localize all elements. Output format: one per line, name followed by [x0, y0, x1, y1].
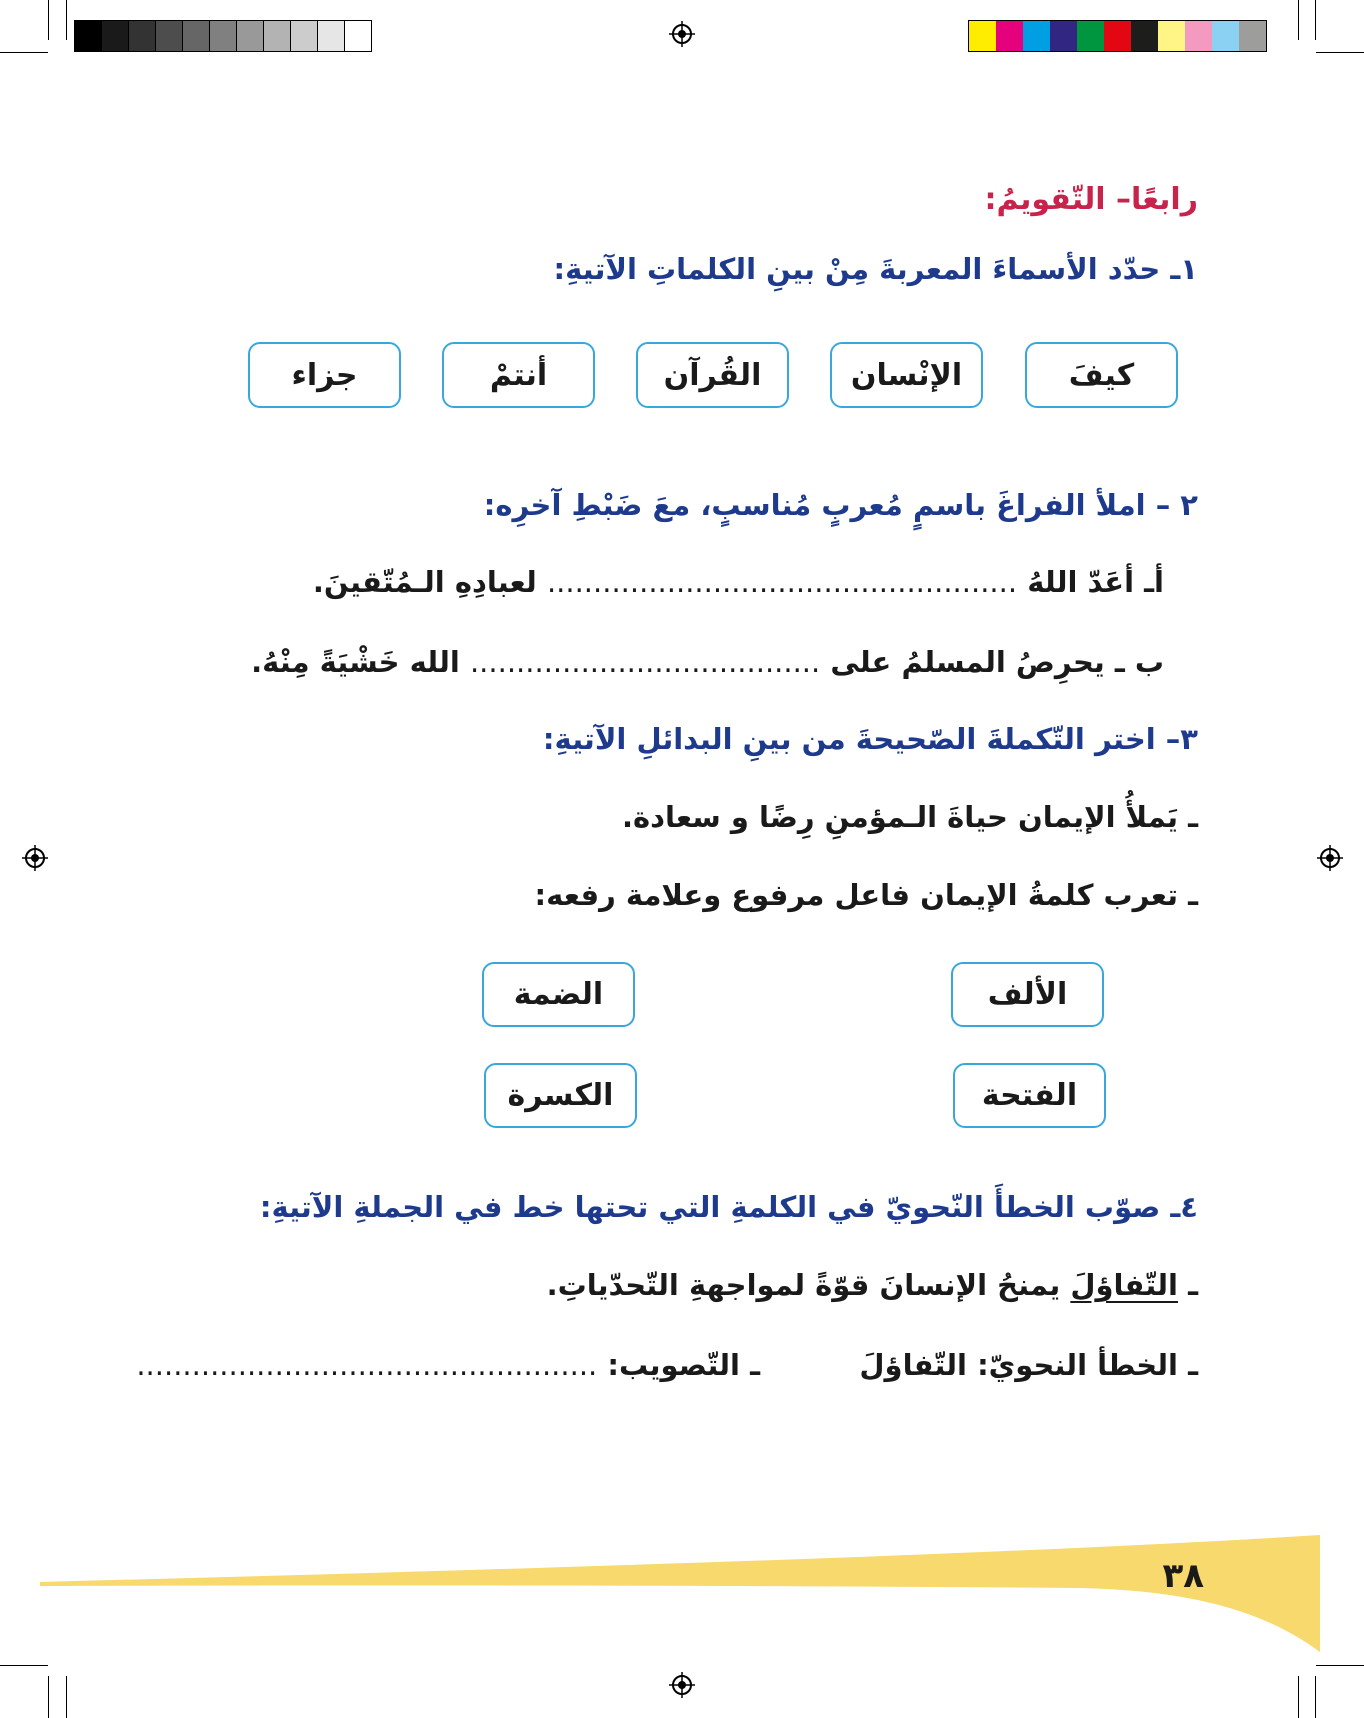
grey-swatch [210, 21, 237, 51]
question-2a-blank: ................................................... [546, 565, 1018, 599]
color-swatch [996, 21, 1023, 51]
question-2a-end: لعبادِهِ الـمُتّقينَ. [312, 565, 537, 599]
crop-mark [0, 52, 48, 53]
question-3-question: ـ تعرب كلمةُ الإيمان فاعل مرفوع وعلامة رفعه: [534, 878, 1198, 912]
question-4-sentence [547, 1268, 1198, 1302]
correction-label: ـ التّصويب: [607, 1348, 760, 1382]
word-box-5: جزاء [248, 342, 401, 408]
color-swatch [1131, 21, 1158, 51]
question-2b-end: الله خَشْيَةً مِنْهُ. [251, 645, 460, 679]
crop-mark [1315, 1676, 1316, 1718]
footer-band [0, 1530, 1364, 1660]
grey-swatch [318, 21, 345, 51]
word-box-1: كيفَ [1025, 342, 1178, 408]
crop-mark [66, 1676, 67, 1718]
crop-mark [1316, 52, 1364, 53]
grey-swatch [291, 21, 318, 51]
grey-scale-bar [74, 20, 372, 52]
color-swatch [1023, 21, 1050, 51]
color-swatch [1050, 21, 1077, 51]
question-2b-blank: ...................................... [469, 645, 821, 679]
grey-swatch [156, 21, 183, 51]
option-box-kasra: الكسرة [484, 1063, 637, 1128]
crop-mark [66, 0, 67, 40]
crop-mark [1315, 0, 1316, 40]
crop-mark [1298, 0, 1299, 40]
question-4-rest: يمنحُ الإنسانَ قوّةً لمواجهةِ التّحدّياتِ. [546, 1268, 1071, 1302]
question-4-prompt: ٤ـ صوّب الخطأَ النّحويّ في الكلمةِ التي تحتها خط في الجملةِ الآتيةِ: [259, 1190, 1198, 1224]
question-3-prompt: ٣– اختر التّكملةَ الصّحيحةَ من بينِ البدائلِ الآتيةِ: [542, 722, 1198, 756]
page-number: ٣٨ [1162, 1556, 1204, 1596]
grey-swatch [75, 21, 102, 51]
word-box-3: القُرآن [636, 342, 789, 408]
question-2b [251, 645, 1164, 679]
question-2b-start: ب ـ يحرِصُ المسلمُ على [830, 645, 1164, 679]
section-heading: رابعًا– التّقويمُ: [984, 182, 1198, 217]
word-box-4: أنتمْ [442, 342, 595, 408]
option-box-alif: الألف [951, 962, 1104, 1027]
color-swatch [1185, 21, 1212, 51]
registration-mark-right [1317, 845, 1343, 871]
correction-line [136, 1348, 760, 1382]
grey-swatch [102, 21, 129, 51]
registration-mark-top [669, 21, 695, 47]
grey-swatch [129, 21, 156, 51]
error-label: ـ الخطأ النحويّ: التّفاؤلَ [859, 1348, 1198, 1382]
color-calibration-bar [968, 20, 1267, 52]
color-swatch [1212, 21, 1239, 51]
registration-mark-left [22, 845, 48, 871]
word-box-2: الإنْسان [830, 342, 983, 408]
crop-mark [48, 0, 49, 40]
correction-blank: .................................................. [136, 1348, 598, 1382]
question-2-prompt: ٢ – املأ الفراغَ باسمٍ مُعربٍ مُناسبٍ، معَ ضَبْطِ آخرِه: [483, 488, 1198, 522]
color-swatch [1239, 21, 1266, 51]
crop-mark [0, 1665, 48, 1666]
crop-mark [48, 1676, 49, 1718]
color-swatch [1158, 21, 1185, 51]
question-2a [313, 565, 1164, 599]
question-4-prefix: ـ [1177, 1268, 1198, 1302]
grey-swatch [264, 21, 291, 51]
color-swatch [1104, 21, 1131, 51]
color-swatch [969, 21, 996, 51]
crop-mark [1316, 1665, 1364, 1666]
question-3-sentence: ـ يَملأُ الإيمان حياةَ الـمؤمنِ رِضًا و سعادة. [621, 800, 1198, 834]
color-swatch [1077, 21, 1104, 51]
option-box-fatha: الفتحة [953, 1063, 1106, 1128]
underlined-word: التّفاؤلَ [1070, 1268, 1178, 1302]
option-box-damma: الضمة [482, 962, 635, 1027]
question-2a-start: أـ أعَدّ اللهُ [1027, 565, 1164, 599]
registration-mark-bottom [669, 1672, 695, 1698]
question-1-prompt: ١ـ حدّد الأسماءَ المعربةَ مِنْ بينِ الكلماتِ الآتيةِ: [553, 252, 1198, 286]
crop-mark [1298, 1676, 1299, 1718]
grey-swatch [237, 21, 264, 51]
grey-swatch [345, 21, 371, 51]
grey-swatch [183, 21, 210, 51]
